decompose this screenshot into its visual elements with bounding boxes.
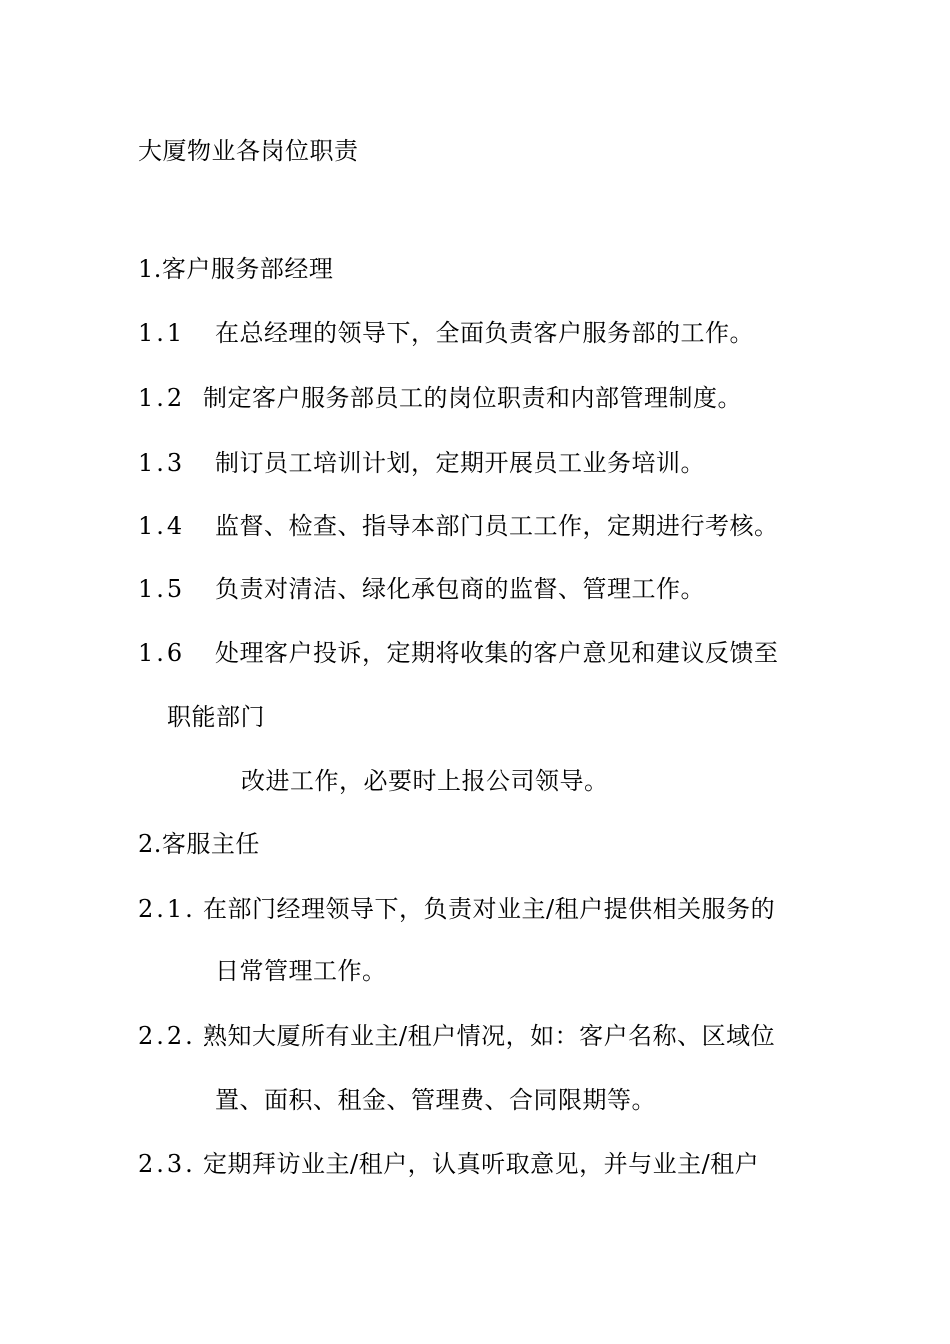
item-number: 2.2. — [138, 1022, 196, 1050]
list-item-2-3 — [138, 1149, 196, 1179]
item-text-1-5: 负责对清洁、绿化承包商的监督、管理工作。 — [215, 575, 705, 603]
item-text-1-4: 监督、检查、指导本部门员工工作，定期进行考核。 — [215, 512, 779, 540]
item-text-1-3: 制订员工培训计划，定期开展员工业务培训。 — [215, 449, 705, 477]
item-text-1-2: 制定客户服务部员工的岗位职责和内部管理制度。 — [203, 384, 742, 412]
item-text-1-6-cont2: 改进工作，必要时上报公司领导。 — [241, 767, 609, 795]
section-heading-1: 1.客户服务部经理 — [138, 255, 334, 283]
list-item-2-2 — [138, 1021, 196, 1051]
list-item-2-1 — [138, 894, 196, 924]
list-item-1-5 — [138, 574, 185, 604]
item-text-1-1: 在总经理的领导下，全面负责客户服务部的工作。 — [215, 319, 754, 347]
list-item-1-2 — [138, 383, 185, 413]
item-number: 1.4 — [138, 512, 186, 540]
item-number: 2.3. — [138, 1150, 196, 1178]
item-number: 1.5 — [138, 575, 186, 603]
item-number: 1.3 — [138, 449, 186, 477]
list-item-1-1 — [138, 318, 185, 348]
item-text-1-6: 处理客户投诉，定期将收集的客户意见和建议反馈至 — [215, 639, 779, 667]
item-text-2-2-cont1: 置、面积、租金、管理费、合同限期等。 — [215, 1086, 656, 1114]
list-item-1-3 — [138, 448, 185, 478]
section-heading-2: 2.客服主任 — [138, 830, 260, 858]
document-title: 大厦物业各岗位职责 — [138, 137, 359, 165]
item-text-2-1-cont1: 日常管理工作。 — [215, 957, 387, 985]
item-number: 1.1 — [138, 319, 186, 347]
item-number: 1.6 — [138, 639, 186, 667]
item-number: 2.1. — [138, 895, 196, 923]
item-text-1-6-cont1: 职能部门 — [167, 703, 265, 731]
item-text-2-2: 熟知大厦所有业主/租户情况，如：客户名称、区域位 — [203, 1022, 776, 1050]
item-text-2-3: 定期拜访业主/租户，认真听取意见，并与业主/租户 — [203, 1150, 760, 1178]
list-item-1-4 — [138, 511, 185, 541]
list-item-1-6 — [138, 638, 185, 668]
item-text-2-1: 在部门经理领导下，负责对业主/租户提供相关服务的 — [203, 895, 776, 923]
item-number: 1.2 — [138, 384, 186, 412]
